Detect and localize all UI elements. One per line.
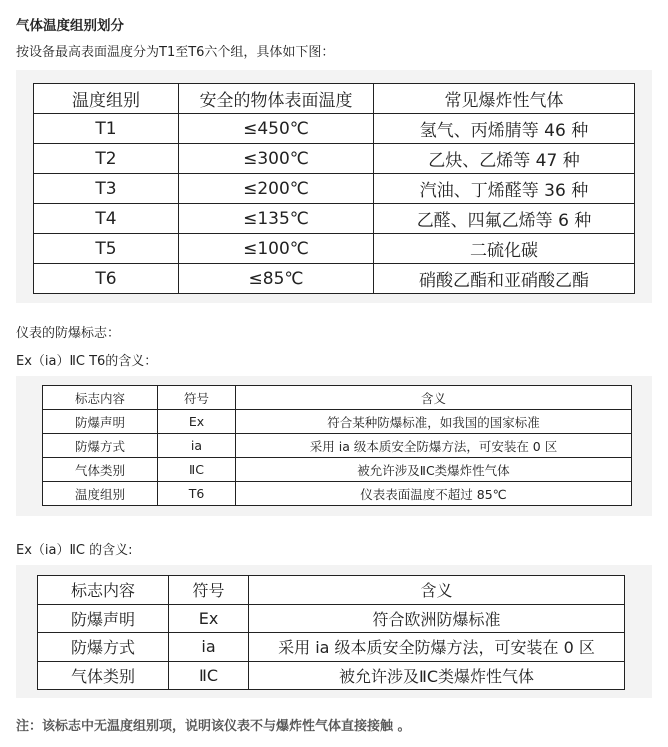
table-cell: 被允许涉及ⅡC类爆炸性气体 (249, 661, 625, 690)
table-row (43, 434, 632, 458)
table-cell: ⅡC (169, 661, 249, 690)
table-cell: ⅡC (158, 458, 236, 482)
table-cell: T6 (158, 482, 236, 506)
table-cell: 符合某种防爆标准，如我国的国家标准 (236, 410, 632, 434)
table-cell: T5 (34, 234, 179, 264)
marking-table-2-image (16, 565, 652, 698)
table-cell: ia (169, 633, 249, 662)
table-row (34, 174, 635, 204)
table-cell: T6 (34, 264, 179, 294)
footnote: 注：该标志中无温度组别项，说明该仪表不与爆炸性气体直接接触 。 (16, 719, 411, 734)
table-cell: 氢气、丙烯腈等 46 种 (374, 114, 635, 144)
header-cell: 符号 (169, 576, 249, 605)
table-row (34, 144, 635, 174)
table-cell: ≤85℃ (179, 264, 374, 294)
table-cell: 符合欧洲防爆标准 (249, 604, 625, 633)
marking-table-1 (42, 385, 632, 506)
table-cell: T2 (34, 144, 179, 174)
table-header-row (34, 84, 635, 114)
table-cell: ≤200℃ (179, 174, 374, 204)
table-row (34, 264, 635, 294)
marking-intro-text: 仪表的防爆标志： (16, 326, 121, 341)
table-header-row (43, 386, 632, 410)
header-cell: 符号 (158, 386, 236, 410)
table-cell: 温度组别 (43, 482, 158, 506)
table-cell: 汽油、丁烯醛等 36 种 (374, 174, 635, 204)
table-cell: Ex (169, 604, 249, 633)
marking-table-1-image (16, 376, 652, 516)
table-cell: ≤450℃ (179, 114, 374, 144)
section-heading: 气体温度组别划分 (16, 18, 124, 34)
intro-text: 按设备最高表面温度分为T1至T6六个组，具体如下图： (16, 45, 335, 60)
table-cell: 气体类别 (43, 458, 158, 482)
table-row (34, 204, 635, 234)
table-row (38, 661, 625, 690)
table-row (38, 633, 625, 662)
table-cell: ≤135℃ (179, 204, 374, 234)
table-cell: 采用 ia 级本质安全防爆方法，可安装在 0 区 (236, 434, 632, 458)
table-row (43, 410, 632, 434)
header-cell: 温度组别 (34, 84, 179, 114)
marking-example-2-title: Ex（ia）ⅡC 的含义: (16, 543, 133, 558)
table-header-row (38, 576, 625, 605)
table-row (43, 458, 632, 482)
temperature-group-table-image (16, 70, 652, 303)
table-cell: 乙炔、乙烯等 47 种 (374, 144, 635, 174)
table-cell: ia (158, 434, 236, 458)
table-cell: T4 (34, 204, 179, 234)
marking-table-2 (37, 575, 625, 690)
table-cell: 防爆声明 (43, 410, 158, 434)
table-cell: ≤300℃ (179, 144, 374, 174)
table-cell: 仪表表面温度不超过 85℃ (236, 482, 632, 506)
header-cell: 标志内容 (43, 386, 158, 410)
table-row (43, 482, 632, 506)
table-row (34, 114, 635, 144)
table-row (34, 234, 635, 264)
temperature-group-table (33, 83, 635, 294)
table-cell: 硝酸乙酯和亚硝酸乙酯 (374, 264, 635, 294)
table-row (38, 604, 625, 633)
table-cell: 乙醛、四氟乙烯等 6 种 (374, 204, 635, 234)
table-cell: 二硫化碳 (374, 234, 635, 264)
header-cell: 含义 (249, 576, 625, 605)
table-cell: Ex (158, 410, 236, 434)
table-cell: 被允许涉及ⅡC类爆炸性气体 (236, 458, 632, 482)
table-cell: 气体类别 (38, 661, 169, 690)
header-cell: 含义 (236, 386, 632, 410)
header-cell: 标志内容 (38, 576, 169, 605)
table-cell: ≤100℃ (179, 234, 374, 264)
header-cell: 安全的物体表面温度 (179, 84, 374, 114)
table-cell: T3 (34, 174, 179, 204)
table-cell: 采用 ia 级本质安全防爆方法，可安装在 0 区 (249, 633, 625, 662)
table-cell: 防爆方式 (43, 434, 158, 458)
table-cell: 防爆方式 (38, 633, 169, 662)
header-cell: 常见爆炸性气体 (374, 84, 635, 114)
table-cell: 防爆声明 (38, 604, 169, 633)
marking-example-1-title: Ex（ia）ⅡC T6的含义： (16, 354, 158, 369)
table-cell: T1 (34, 114, 179, 144)
